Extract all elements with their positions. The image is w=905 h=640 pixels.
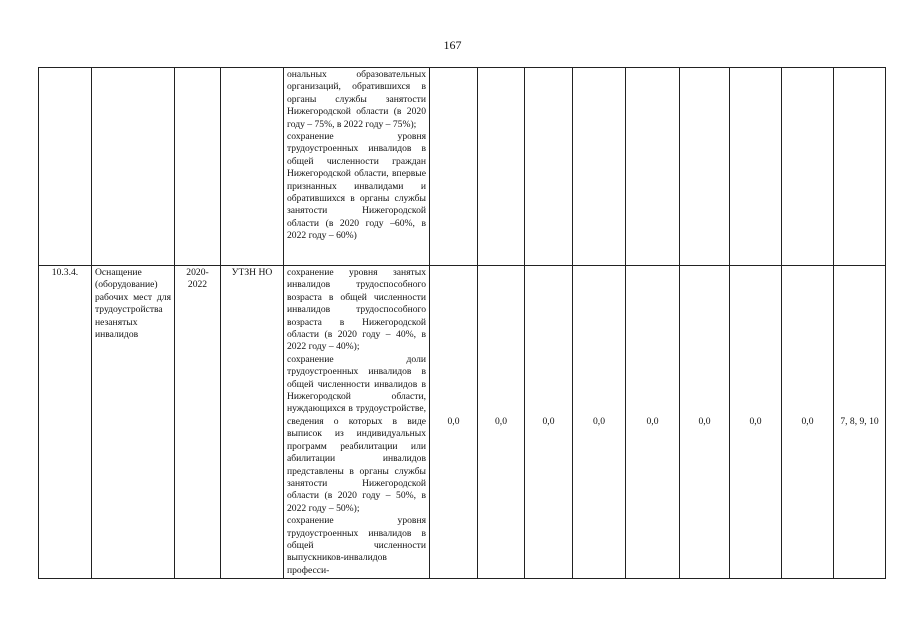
years-cell: 2020-2022 — [175, 266, 221, 579]
table-row — [39, 266, 886, 579]
indicator-text: сохранение уровня трудоустроенных инвалидов в общей численности выпускников-инвалидов професси- — [287, 515, 426, 576]
value-cell — [430, 68, 478, 266]
indicator-text: сохранение доли трудоустроенных инвалидов в общей численности инвалидов в Нижегородской области, нуждающихся в трудоустройстве, сведения о которых в виде выписок из индивидуальных программ реабилитации или абилитации инвалидов представлены в органы службы занятости Нижегородской области (в 2020 году – 50%, в 2022 году – 50%); — [287, 353, 426, 514]
measure-name-cell: Оснащение (оборудование) рабочих мест для трудоустройства незанятых инвалидов — [92, 266, 175, 579]
indicator-text: сохранение уровня занятых инвалидов трудоспособного возраста в общей численности инвалидов трудоспособного возраста в Нижегородской области (в 2020 году – 40%, в 2022 году – 40%); — [287, 267, 426, 353]
indicators-cell — [284, 266, 430, 579]
page-number: 167 — [443, 38, 462, 52]
value-cell — [626, 68, 680, 266]
value-cell — [525, 68, 573, 266]
value-cell: 0,0 — [525, 266, 573, 579]
value-cell — [573, 68, 626, 266]
value-cell: 0,0 — [680, 266, 730, 579]
value-cell: 0,0 — [430, 266, 478, 579]
value-cell: 0,0 — [626, 266, 680, 579]
value-cell: 0,0 — [478, 266, 525, 579]
row-number-cell — [39, 68, 92, 266]
indicator-text: сохранение уровня трудоустроенных инвалидов в общей численности граждан Нижегородской области, впервые признанных инвалидами и обратившихся в органы службы занятости Нижегородской области (в 2020 году –60%, в 2022 году – 60%) — [287, 131, 426, 242]
row-number-cell: 10.3.4. — [39, 266, 92, 579]
value-cell — [730, 68, 782, 266]
links-cell — [834, 68, 886, 266]
links-cell: 7, 8, 9, 10 — [834, 266, 886, 579]
measure-name-cell — [92, 68, 175, 266]
executor-cell — [221, 68, 284, 266]
value-cell: 0,0 — [573, 266, 626, 579]
executor-cell: УТЗН НО — [221, 266, 284, 579]
years-cell — [175, 68, 221, 266]
program-table — [38, 67, 886, 579]
table-row — [39, 68, 886, 266]
value-cell — [478, 68, 525, 266]
indicators-cell — [284, 68, 430, 266]
indicator-text: ональных образовательных организаций, обратившихся в органы службы занятости Нижегородской области (в 2020 году – 75%, в 2022 году – 75%); — [287, 69, 426, 130]
value-cell — [782, 68, 834, 266]
value-cell — [680, 68, 730, 266]
value-cell: 0,0 — [782, 266, 834, 579]
value-cell: 0,0 — [730, 266, 782, 579]
